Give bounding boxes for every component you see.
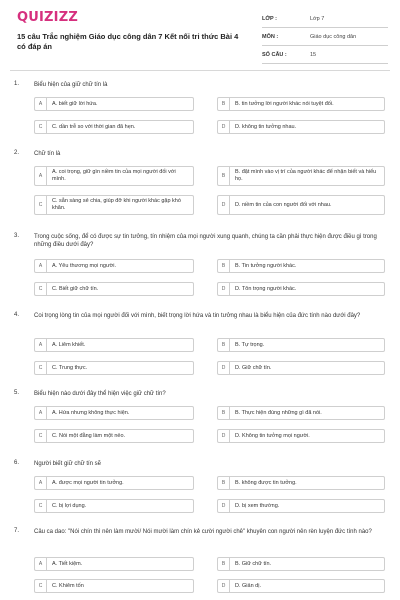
option-a[interactable]: [34, 406, 194, 420]
question-number: 4.: [14, 312, 20, 318]
option-letter: C: [35, 283, 47, 295]
option-b[interactable]: [217, 97, 385, 111]
option-text: B. Thực hiện đúng những gì đã nói.: [235, 409, 322, 416]
option-c[interactable]: [34, 120, 194, 134]
question-number: 6.: [14, 460, 20, 466]
option-letter: B: [218, 477, 230, 489]
question-number: 5.: [14, 390, 20, 396]
option-d[interactable]: [217, 429, 385, 443]
meta-row-grade: [262, 10, 388, 28]
option-b[interactable]: [217, 476, 385, 490]
option-text: D. Giữ chữ tín.: [235, 364, 272, 371]
option-d[interactable]: [217, 120, 385, 134]
option-a[interactable]: [34, 338, 194, 352]
option-letter: C: [35, 121, 47, 133]
option-text: B. không được tin tưởng.: [235, 479, 297, 486]
option-text: A. Tiết kiệm.: [52, 560, 83, 567]
option-letter: A: [35, 98, 47, 110]
option-d[interactable]: [217, 499, 385, 513]
option-letter: A: [35, 477, 47, 489]
quizizz-logo[interactable]: QUIZIZZ: [17, 10, 78, 25]
question-text: Trong cuộc sống, để có được sự tin tưởng, tín nhiệm của mọi người xung quanh, chúng ta cần phải thực hiện được điều gì trong những điều dưới đây?: [34, 234, 377, 248]
meta-value: Lớp 7: [310, 15, 325, 22]
meta-key: LỚP :: [262, 15, 277, 22]
question-text: Người biết giữ chữ tín sẽ: [34, 461, 102, 467]
option-d[interactable]: [217, 282, 385, 296]
option-letter: D: [218, 283, 230, 295]
option-b[interactable]: [217, 166, 385, 186]
option-letter: C: [35, 500, 47, 512]
option-c[interactable]: [34, 579, 194, 593]
option-text: C. Nói một đằng làm một nẻo.: [52, 432, 126, 439]
question-number: 7.: [14, 528, 20, 534]
option-text: C. Trung thực.: [52, 364, 88, 371]
option-text: D. Tôn trọng người khác.: [235, 285, 297, 292]
option-letter: D: [218, 121, 230, 133]
option-letter: C: [35, 362, 47, 374]
option-letter: B: [218, 339, 230, 351]
option-text: D. không tin tưởng nhau.: [235, 123, 297, 130]
option-letter: D: [218, 500, 230, 512]
option-text: C. dần trễ so với thời gian đã hẹn.: [52, 123, 136, 130]
option-c[interactable]: [34, 429, 194, 443]
option-letter: B: [218, 558, 230, 570]
option-c[interactable]: [34, 499, 194, 513]
option-text: A. Yêu thương mọi người.: [52, 262, 117, 269]
option-a[interactable]: [34, 476, 194, 490]
option-d[interactable]: [217, 361, 385, 375]
question-text: Chữ tín là: [34, 151, 61, 157]
option-text: A. coi trọng, giữ gìn niềm tin của mọi người đối với mình.: [52, 169, 176, 182]
option-a[interactable]: [34, 97, 194, 111]
option-letter: C: [35, 580, 47, 592]
option-text: D. Giản dị.: [235, 582, 261, 589]
option-letter: D: [218, 580, 230, 592]
option-b[interactable]: [217, 557, 385, 571]
question-text: Coi trọng lòng tin của mọi người đối với mình, biết trọng lời hứa và tin tưởng nhau là biểu hiện của đức tính nào dưới đây?: [34, 313, 361, 319]
option-text: A. biết giữ lời hứa.: [52, 100, 98, 107]
option-text: A. Hứa nhưng không thực hiện.: [52, 409, 130, 416]
meta-value: Giáo dục công dân: [310, 33, 357, 40]
option-text: B. Tin tưởng người khác.: [235, 262, 297, 269]
meta-key: SỐ CÂU :: [262, 51, 287, 58]
option-letter: B: [218, 260, 230, 272]
option-letter: B: [218, 407, 230, 419]
option-text: C. Khiêm tốn: [52, 582, 84, 589]
option-text: B. Giữ chữ tín.: [235, 560, 272, 567]
option-letter: C: [35, 430, 47, 442]
header-divider: [10, 70, 390, 71]
option-text: D. bị xem thường.: [235, 502, 280, 509]
option-text: A. được mọi người tin tưởng.: [52, 479, 124, 486]
meta-key: MÔN :: [262, 33, 279, 40]
option-text: C. sẵn sàng sẻ chia, giúp đỡ khi người khác gặp khó khăn.: [52, 198, 181, 211]
option-c[interactable]: [34, 282, 194, 296]
question-number: 2.: [14, 150, 20, 156]
option-a[interactable]: [34, 166, 194, 186]
option-letter: D: [218, 430, 230, 442]
question-text: Biểu hiện nào dưới đây thể hiện việc giữ chữ tín?: [34, 391, 166, 397]
option-b[interactable]: [217, 338, 385, 352]
meta-row-count: [262, 46, 388, 64]
option-text: B. đặt mình vào vị trí của người khác để nhận biết và hiểu họ.: [235, 169, 377, 182]
option-text: C. Biết giữ chữ tín.: [52, 285, 99, 292]
option-a[interactable]: [34, 259, 194, 273]
option-letter: C: [35, 196, 47, 214]
question-text: Câu ca dao: "Nói chín thì nên làm mười/ Nói mười làm chín kẻ cười người chê" khuyên con người nên rèn luyện đức tính nào?: [34, 529, 372, 535]
question-text: Biểu hiện của giữ chữ tín là: [34, 82, 108, 88]
option-text: D. Không tin tưởng mọi người.: [235, 432, 310, 439]
question-number: 3.: [14, 233, 20, 239]
option-c[interactable]: [34, 195, 194, 215]
worksheet-header: [0, 0, 400, 72]
option-b[interactable]: [217, 406, 385, 420]
option-b[interactable]: [217, 259, 385, 273]
option-text: D. niềm tin của con người đối với nhau.: [235, 201, 332, 208]
option-letter: A: [35, 339, 47, 351]
option-letter: D: [218, 196, 230, 214]
worksheet-title: 15 câu Trắc nghiệm Giáo dục công dân 7 Kết nối tri thức Bài 4 có đáp án: [17, 32, 239, 51]
question-number: 1.: [14, 81, 20, 87]
option-text: C. bị lợi dụng.: [52, 502, 87, 509]
option-c[interactable]: [34, 361, 194, 375]
meta-value: 15: [310, 51, 317, 58]
option-letter: A: [35, 260, 47, 272]
option-text: B. tin tưởng lời người khác nói tuyệt đối.: [235, 100, 334, 107]
option-text: A. Liêm khiết.: [52, 341, 86, 348]
worksheet-meta: [262, 10, 388, 64]
option-letter: B: [218, 98, 230, 110]
option-d[interactable]: [217, 579, 385, 593]
option-letter: D: [218, 362, 230, 374]
option-letter: A: [35, 407, 47, 419]
meta-row-subject: [262, 28, 388, 46]
option-text: B. Tự trọng.: [235, 341, 265, 348]
option-d[interactable]: [217, 195, 385, 215]
option-letter: B: [218, 167, 230, 185]
option-letter: A: [35, 167, 47, 185]
option-a[interactable]: [34, 557, 194, 571]
option-letter: A: [35, 558, 47, 570]
